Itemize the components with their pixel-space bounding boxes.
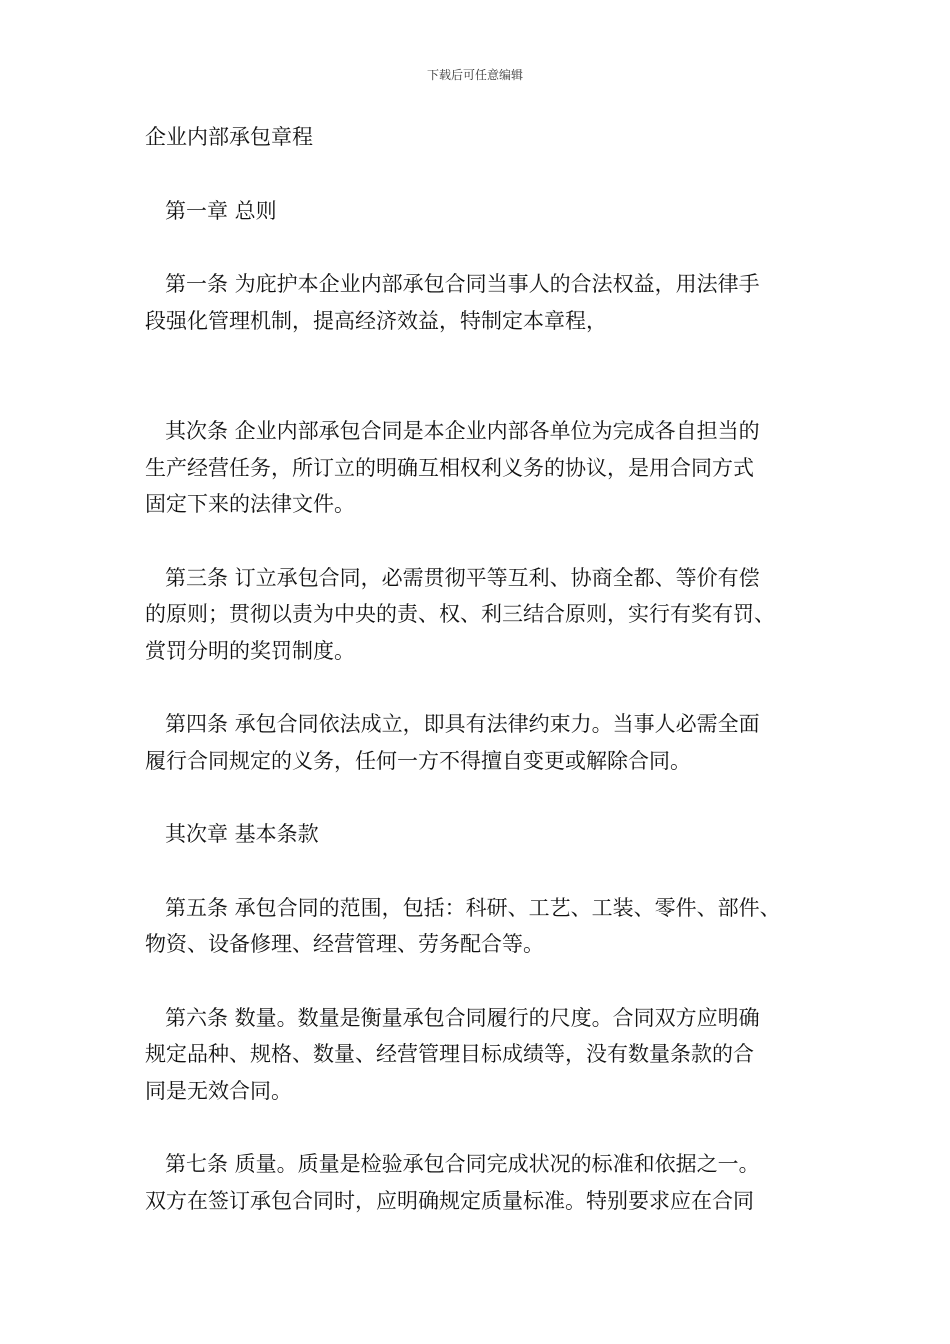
page-header: 下载后可任意编辑 <box>426 68 523 82</box>
article-line: 段强化管理机制，提高经济效益，特制定本章程， <box>145 308 607 333</box>
article-3 <box>145 560 825 670</box>
article-6 <box>145 1000 825 1110</box>
article-line: 双方在签订承包合同时，应明确规定质量标准。特别要求应在合同 <box>145 1188 754 1213</box>
article-line: 规定品种、规格、数量、经营管理目标成绩等，没有数量条款的合 <box>145 1042 754 1066</box>
article-line: 赏罚分明的奖罚制度。 <box>145 638 355 663</box>
document-body <box>145 119 825 1219</box>
article-line: 第五条 承包合同的范围，包括：科研、工艺、工装、零件、部件、 <box>165 895 781 920</box>
article-line: 第六条 数量。数量是衡量承包合同履行的尺度。合同双方应明确 <box>165 1005 760 1030</box>
article-line: 第一条 为庇护本企业内部承包合同当事人的合法权益，用法律手 <box>165 272 760 296</box>
article-5 <box>145 890 825 963</box>
article-7 <box>145 1146 825 1219</box>
article-line: 履行合同规定的义务，任何一方不得擅自变更或解除合同。 <box>145 748 691 773</box>
chapter-heading: 第一章 总则 <box>165 198 277 223</box>
article-4 <box>145 706 825 779</box>
article-line: 物资、设备修理、经营管理、劳务配合等。 <box>145 932 544 956</box>
chapter-heading: 其次章 基本条款 <box>165 822 319 846</box>
article-line: 同是无效合同。 <box>145 1078 292 1103</box>
article-1 <box>145 266 825 339</box>
article-line: 第四条 承包合同依法成立，即具有法律约束力。当事人必需全面 <box>165 712 760 736</box>
article-line: 其次条 企业内部承包合同是本企业内部各单位为完成各自担当的 <box>165 419 760 443</box>
document-title: 企业内部承包章程 <box>145 125 313 149</box>
article-line: 第七条 质量。质量是检验承包合同完成状况的标准和依据之一。 <box>165 1152 760 1176</box>
article-line: 固定下来的法律文件。 <box>145 492 355 516</box>
article-2 <box>145 413 825 523</box>
article-line: 的原则；贯彻以责为中央的责、权、利三结合原则，实行有奖有罚、 <box>145 602 775 626</box>
article-line: 生产经营任务，所订立的明确互相权利义务的协议，是用合同方式 <box>145 455 754 480</box>
article-line: 第三条 订立承包合同，必需贯彻平等互利、协商全都、等价有偿 <box>165 565 760 590</box>
